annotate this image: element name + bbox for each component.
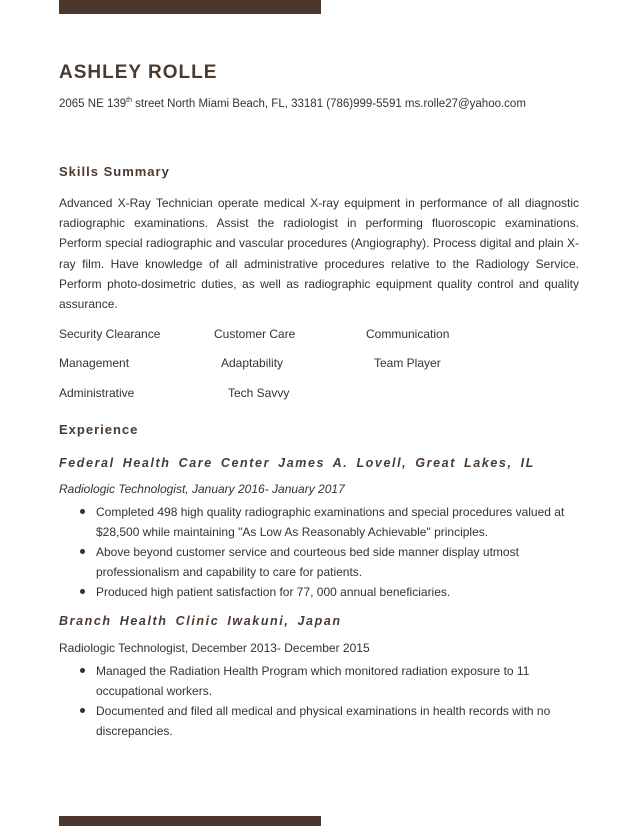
- list-item: [59, 701, 579, 741]
- contact-address-number: 2065 NE 139: [59, 98, 127, 110]
- bullet-icon: [80, 509, 85, 514]
- bullet-text: Above beyond customer service and courteous bed side manner display utmost professionalism and capability to care for patients.: [96, 545, 519, 579]
- bullet-icon: [80, 708, 85, 713]
- skill-item: Customer Care: [214, 327, 296, 341]
- contact-details: street North Miami Beach, FL, 33181 (786)999-5591 ms.rolle27@yahoo.com: [131, 98, 526, 110]
- top-decorative-bar: [59, 0, 321, 14]
- bullet-icon: [80, 668, 85, 673]
- bullet-icon: [80, 549, 85, 554]
- list-item: [59, 502, 579, 542]
- skill-item: Adaptability: [221, 356, 284, 370]
- skill-item: Communication: [366, 327, 450, 341]
- skill-item: Management: [59, 356, 130, 370]
- list-item: [59, 582, 579, 602]
- job-bullet-list: [59, 661, 579, 741]
- bullet-text: Completed 498 high quality radiographic examinations and special procedures valued at $28,500 while maintaining "As Low As Reasonably Achievable" principles.: [96, 505, 565, 539]
- contact-address-suffix: th: [126, 97, 132, 105]
- skill-item: Security Clearance: [59, 327, 161, 341]
- list-item: [59, 661, 579, 701]
- skills-summary-paragraph: Advanced X-Ray Technician operate medical X-ray equipment in performance of all diagnostic radiographic examinations. Assist the radiologist in performing fluoroscopic examinations. Perform special radiographic and vascular procedures (Angiography). Process digital and plain X-ray film. Have knowledge of all administrative procedures relative to the Radiology Service. Perform photo-dosimetric duties, as well as radiographic equipment quality control and quality assurance.: [59, 196, 579, 312]
- bottom-decorative-bar: [59, 816, 321, 826]
- job-bullet-list: [59, 502, 579, 602]
- contact-line: [59, 98, 526, 110]
- candidate-name: ASHLEY ROLLE: [59, 62, 218, 83]
- bullet-icon: [80, 589, 85, 594]
- experience-heading: Experience: [59, 422, 139, 437]
- bullet-text: Produced high patient satisfaction for 77, 000 annual beneficiaries.: [96, 585, 451, 599]
- job-role-dates: Radiologic Technologist, January 2016- January 2017: [59, 482, 345, 496]
- employer-name: Branch Health Clinic Iwakuni, Japan: [59, 614, 342, 628]
- bullet-text: Managed the Radiation Health Program which monitored radiation exposure to 11 occupational workers.: [96, 664, 530, 698]
- skill-item: Team Player: [374, 356, 441, 370]
- employer-name: Federal Health Care Center James A. Lovell, Great Lakes, IL: [59, 456, 535, 470]
- skill-item: Tech Savvy: [228, 386, 290, 400]
- skill-item: Administrative: [59, 386, 135, 400]
- list-item: [59, 542, 579, 582]
- job-role-dates: Radiologic Technologist, December 2013- December 2015: [59, 641, 370, 655]
- bullet-text: Documented and filed all medical and physical examinations in health records with no discrepancies.: [96, 704, 551, 738]
- skills-summary-heading: Skills Summary: [59, 164, 170, 179]
